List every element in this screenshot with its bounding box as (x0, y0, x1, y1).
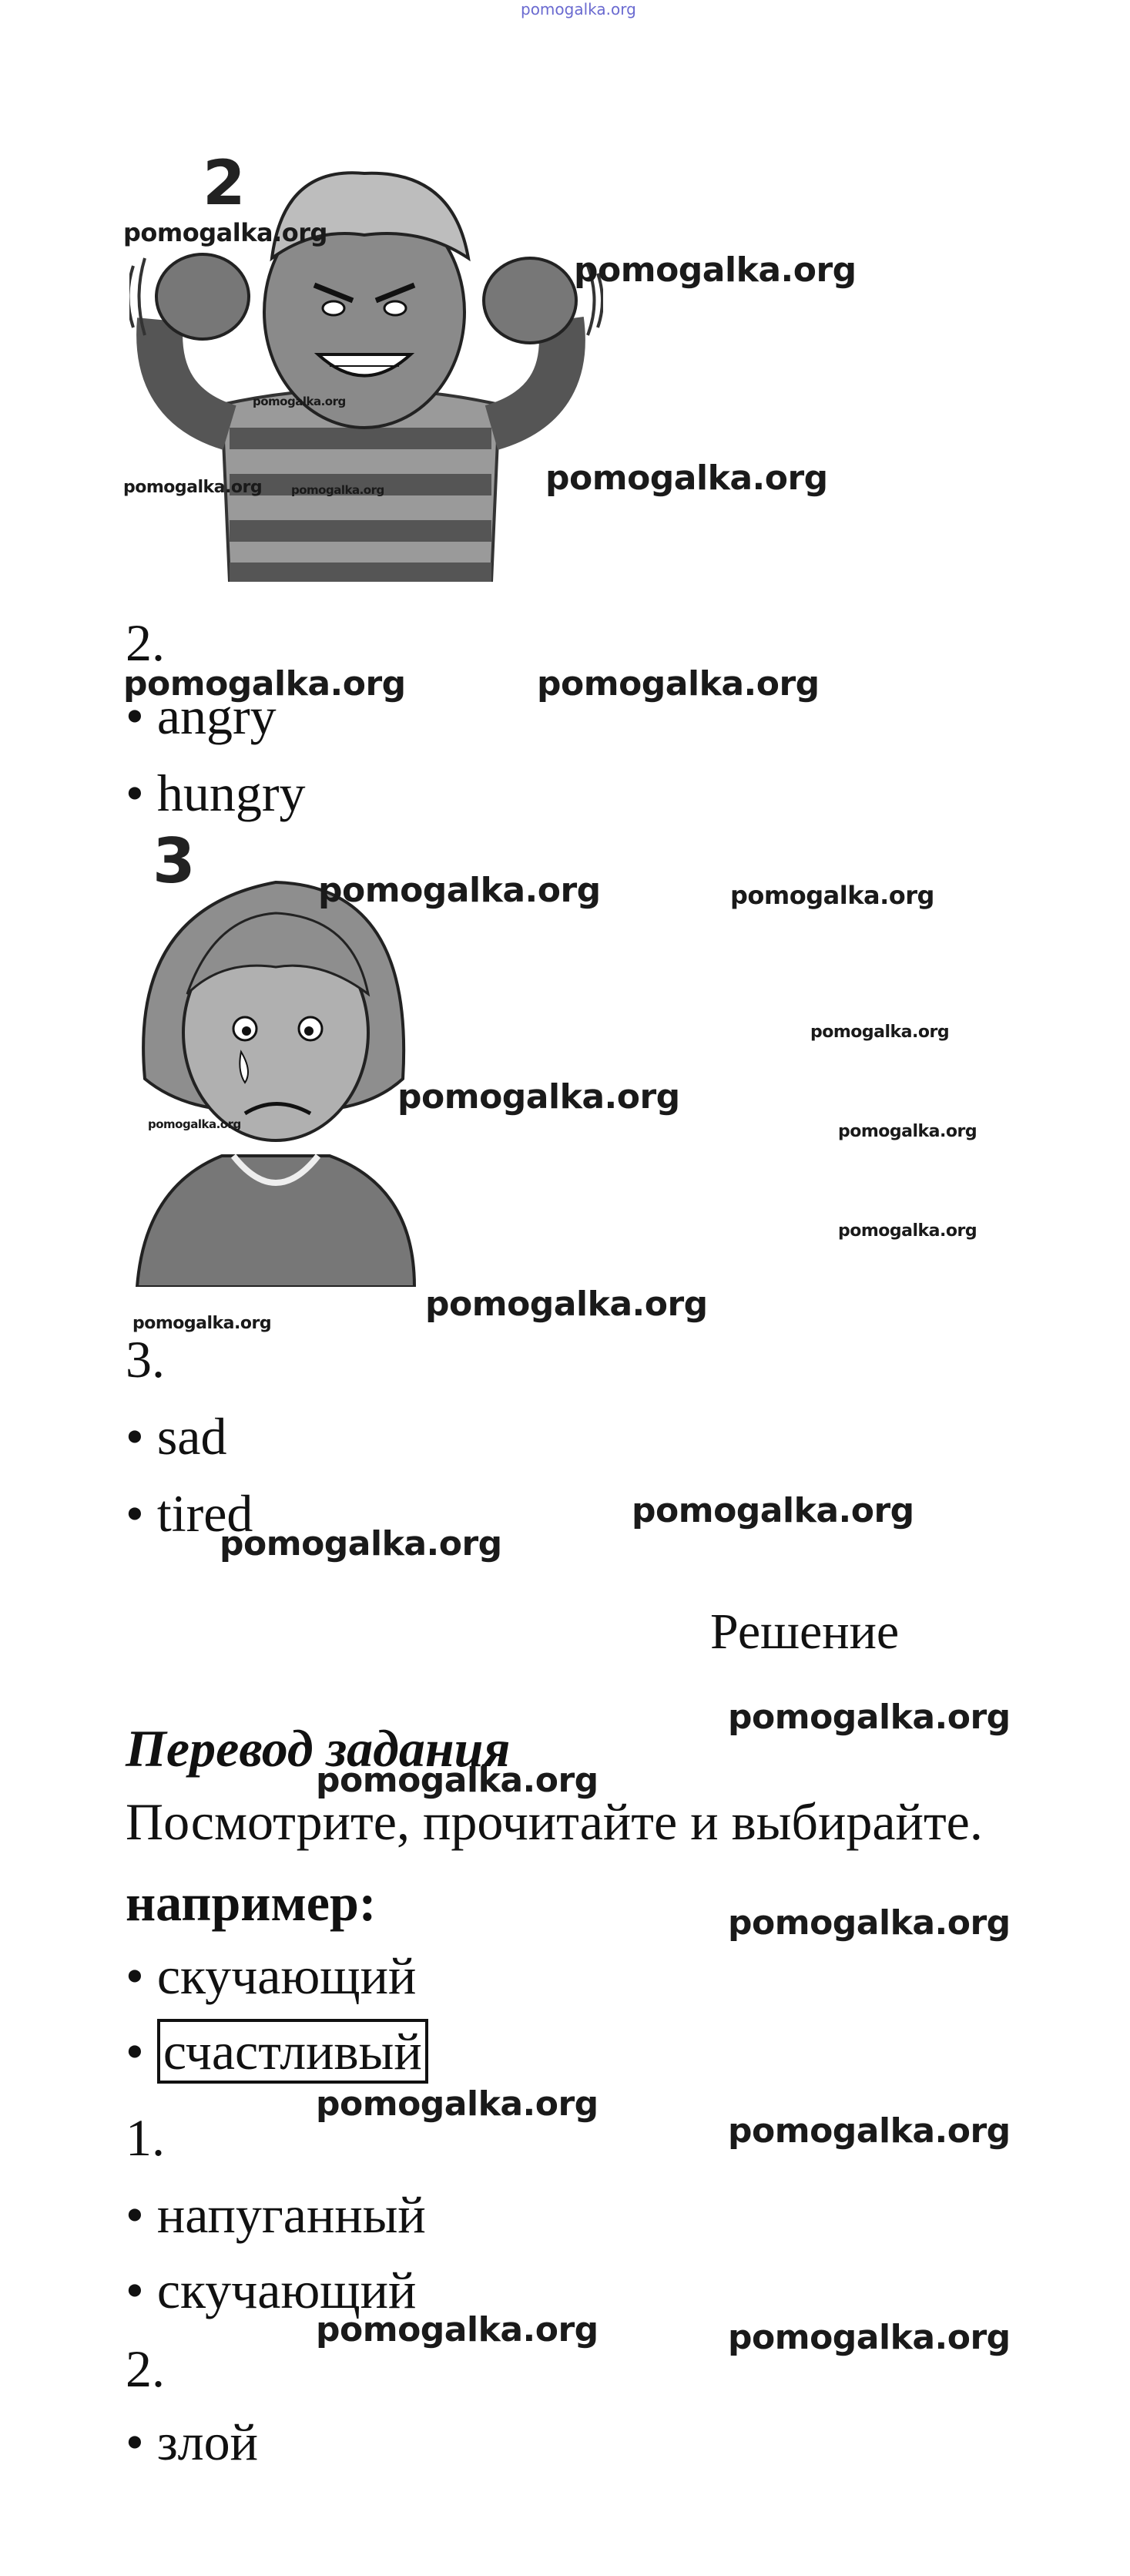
watermark: pomogalka.org (318, 871, 601, 910)
watermark: pomogalka.org (123, 478, 263, 497)
picture-number: 3 (153, 825, 196, 897)
item-1-option-bored: • скучающий (126, 2264, 416, 2316)
item-2-option-angry: • злой (126, 2416, 258, 2468)
task-2-option-hungry: • hungry (126, 767, 305, 819)
watermark: pomogalka.org (728, 2111, 1011, 2151)
watermark: pomogalka.org (730, 881, 934, 910)
picture-number: 2 (203, 150, 246, 219)
task-2-option-angry: • angry (126, 690, 277, 742)
watermark: pomogalka.org (425, 1285, 708, 1324)
watermark: pomogalka.org (632, 1491, 914, 1530)
item-2-number: 2. (126, 2339, 165, 2398)
watermark: pomogalka.org (728, 1698, 1011, 1737)
translation-instruction: Посмотрите, прочитайте и выбирайте. (126, 1792, 983, 1851)
task-2-number: 2. (126, 613, 165, 672)
watermark: pomogalka.org (132, 1314, 272, 1333)
item-1-number: 1. (126, 2108, 165, 2167)
task-3-number: 3. (126, 1330, 165, 1389)
watermark: pomogalka.org (545, 458, 828, 498)
watermark: pomogalka.org (574, 250, 857, 290)
example-answer-box: счастливый (157, 2019, 428, 2084)
example-option-happy (126, 2022, 428, 2081)
top-watermark: pomogalka.org (521, 0, 636, 18)
watermark: pomogalka.org (838, 1122, 977, 1141)
watermark: pomogalka.org (838, 1221, 977, 1241)
solution-heading: Решение (710, 1604, 900, 1660)
watermark: pomogalka.org (810, 1023, 950, 1042)
watermark: pomogalka.org (316, 2310, 599, 2349)
picture-angry-boy (129, 150, 603, 582)
watermark: pomogalka.org (123, 218, 327, 247)
task-3-option-sad: • sad (126, 1410, 226, 1463)
example-label: например: (126, 1873, 377, 1932)
watermark: pomogalka.org (537, 664, 820, 704)
watermark: pomogalka.org (316, 1761, 599, 1800)
watermark: pomogalka.org (728, 1903, 1011, 1943)
watermark: pomogalka.org (291, 483, 384, 497)
watermark: pomogalka.org (316, 2084, 599, 2124)
watermark: pomogalka.org (728, 2318, 1011, 2357)
watermark: pomogalka.org (397, 1077, 680, 1117)
watermark: pomogalka.org (123, 664, 406, 704)
watermark: pomogalka.org (220, 1524, 502, 1563)
translation-heading: Перевод задания (126, 1719, 511, 1778)
item-1-option-scared: • напуганный (126, 2188, 426, 2241)
example-option-bored: • скучающий (126, 1950, 416, 2002)
watermark: pomogalka.org (253, 395, 346, 408)
watermark: pomogalka.org (148, 1117, 241, 1131)
task-3-option-tired: • tired (126, 1487, 253, 1540)
